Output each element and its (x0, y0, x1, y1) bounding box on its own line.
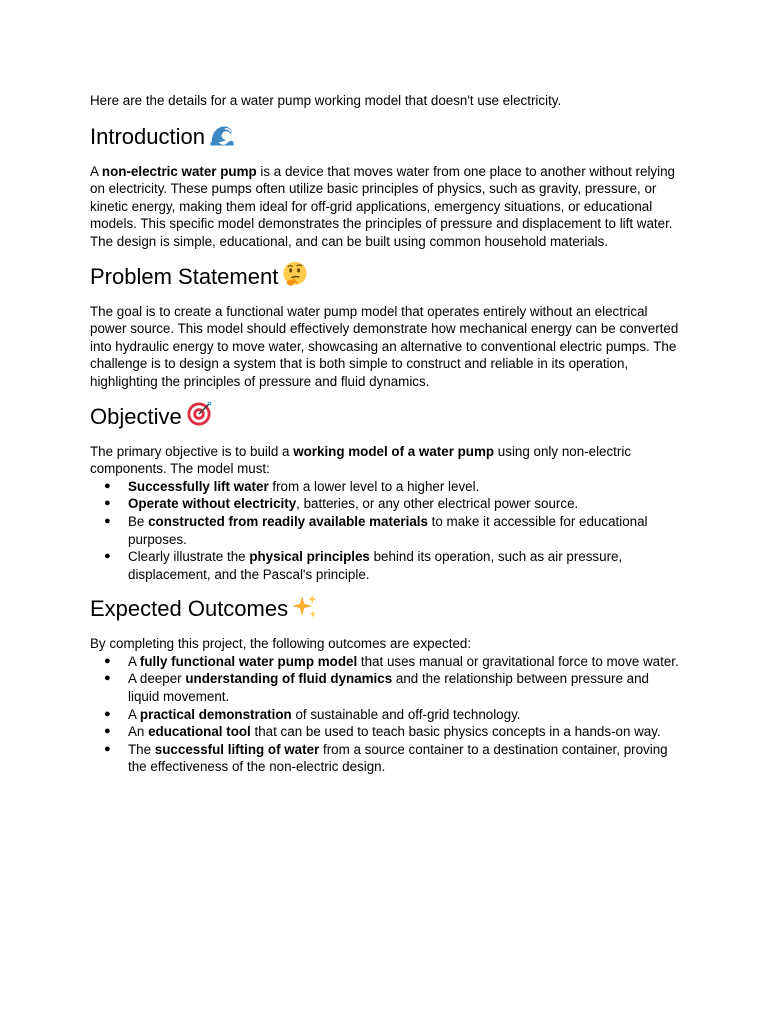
list-item-text: from a source container to a destination container, proving the effectiveness of the non-electric design. (128, 741, 668, 775)
bullet-icon: ● (104, 707, 111, 720)
list-item (90, 548, 682, 583)
list-item-pre: Clearly illustrate the (128, 549, 250, 565)
introduction-paragraph (90, 163, 682, 251)
objective-para-t2: using only non-electric components. The model must: (90, 443, 632, 477)
objective-list (90, 478, 682, 584)
list-item-text: to make it accessible for educational purposes. (128, 513, 648, 547)
intro-para-bold: non-electric water pump (101, 163, 257, 179)
list-item-pre: A (128, 706, 140, 722)
list-item-text: that uses manual or gravitational force to move water. (357, 653, 679, 669)
objective-para-t1: The primary objective is to build a (90, 443, 294, 459)
introduction-heading (90, 121, 682, 151)
introduction-heading-text: Introduction (90, 123, 205, 149)
list-item (90, 741, 682, 776)
intro-line: Here are the details for a water pump working model that doesn't use electricity. (90, 93, 562, 108)
document-page (90, 92, 682, 786)
list-item-bold: Successfully lift water (128, 478, 269, 494)
expected-outcomes-paragraph: By completing this project, the following outcomes are expected: (90, 636, 472, 652)
bullet-icon: ● (104, 497, 111, 510)
expected-outcomes-heading-text: Expected Outcomes (90, 596, 289, 622)
bullet-icon: ● (104, 672, 111, 685)
bullet-icon: ● (104, 725, 111, 738)
list-item-bold: constructed from readily available materials (148, 513, 428, 529)
list-item-text: that can be used to teach basic physics concepts in a hands-on way. (250, 724, 661, 740)
sparkles-icon (292, 593, 318, 619)
objective-heading (90, 401, 682, 431)
list-item-text: of sustainable and off-grid technology. (291, 706, 521, 722)
bullet-icon: ● (104, 742, 111, 755)
list-item (90, 478, 682, 496)
problem-statement-paragraph: The goal is to create a functional water pump model that operates entirely without an electrical power source. This model should effectively demonstrate how mechanical energy can be converted into hydraulic energy to move water, showcasing an alternative to conventional electric pumps. The challenge is to design a system that is both simple to construct and reliable in its operation, highlighting the principles of pressure and fluid dynamics. (90, 303, 679, 389)
intro-para-t1: A (90, 163, 102, 179)
objective-paragraph (90, 443, 682, 478)
list-item-bold: educational tool (148, 724, 251, 740)
list-item (90, 653, 682, 671)
expected-outcomes-list (90, 653, 682, 776)
list-item-bold: fully functional water pump model (139, 653, 358, 669)
problem-statement-heading (90, 261, 682, 291)
intro-para-t2: is a device that moves water from one place to another without relying on electricity. These pumps often utilize basic principles of physics, such as gravity, pressure, or kinetic energy, making them ideal for off-grid applications, emergency situations, or educational models. This specific model demonstrates the principles of pressure and displacement to lift water. The design is simple, educational, and can be built using common household materials. (90, 163, 675, 249)
list-item-pre: The (128, 741, 155, 757)
list-item (90, 513, 682, 548)
list-item-bold: understanding of fluid dynamics (185, 671, 393, 687)
bullet-icon: ● (104, 514, 111, 527)
objective-para-bold: working model of a water pump (293, 443, 495, 459)
list-item-text: and the relationship between pressure and liquid movement. (128, 671, 650, 705)
list-item (90, 495, 682, 513)
list-item-text: , batteries, or any other electrical power source. (296, 496, 579, 512)
bullet-icon: ● (104, 550, 111, 563)
list-item (90, 706, 682, 724)
target-icon (186, 401, 212, 427)
bullet-icon: ● (104, 654, 111, 667)
list-item-text: from a lower level to a higher level. (268, 478, 480, 494)
list-item-pre: A (128, 653, 140, 669)
bullet-icon: ● (104, 479, 111, 492)
list-item-pre: An (128, 724, 149, 740)
objective-heading-text: Objective (90, 403, 182, 429)
list-item-pre: A deeper (128, 671, 186, 687)
list-item-text: behind its operation, such as air pressure, displacement, and the Pascal's principle. (128, 549, 623, 582)
thinking-face-icon (282, 261, 308, 287)
list-item (90, 723, 682, 741)
list-item-bold: practical demonstration (139, 706, 292, 722)
list-item-bold: Operate without electricity (128, 496, 297, 512)
problem-statement-heading-text: Problem Statement (90, 263, 279, 289)
list-item-bold: successful lifting of water (154, 741, 320, 757)
list-item-pre: Be (128, 513, 149, 529)
list-item (90, 670, 682, 705)
expected-outcomes-heading (90, 593, 682, 623)
water-wave-icon (209, 121, 235, 147)
list-item-bold: physical principles (249, 549, 370, 565)
